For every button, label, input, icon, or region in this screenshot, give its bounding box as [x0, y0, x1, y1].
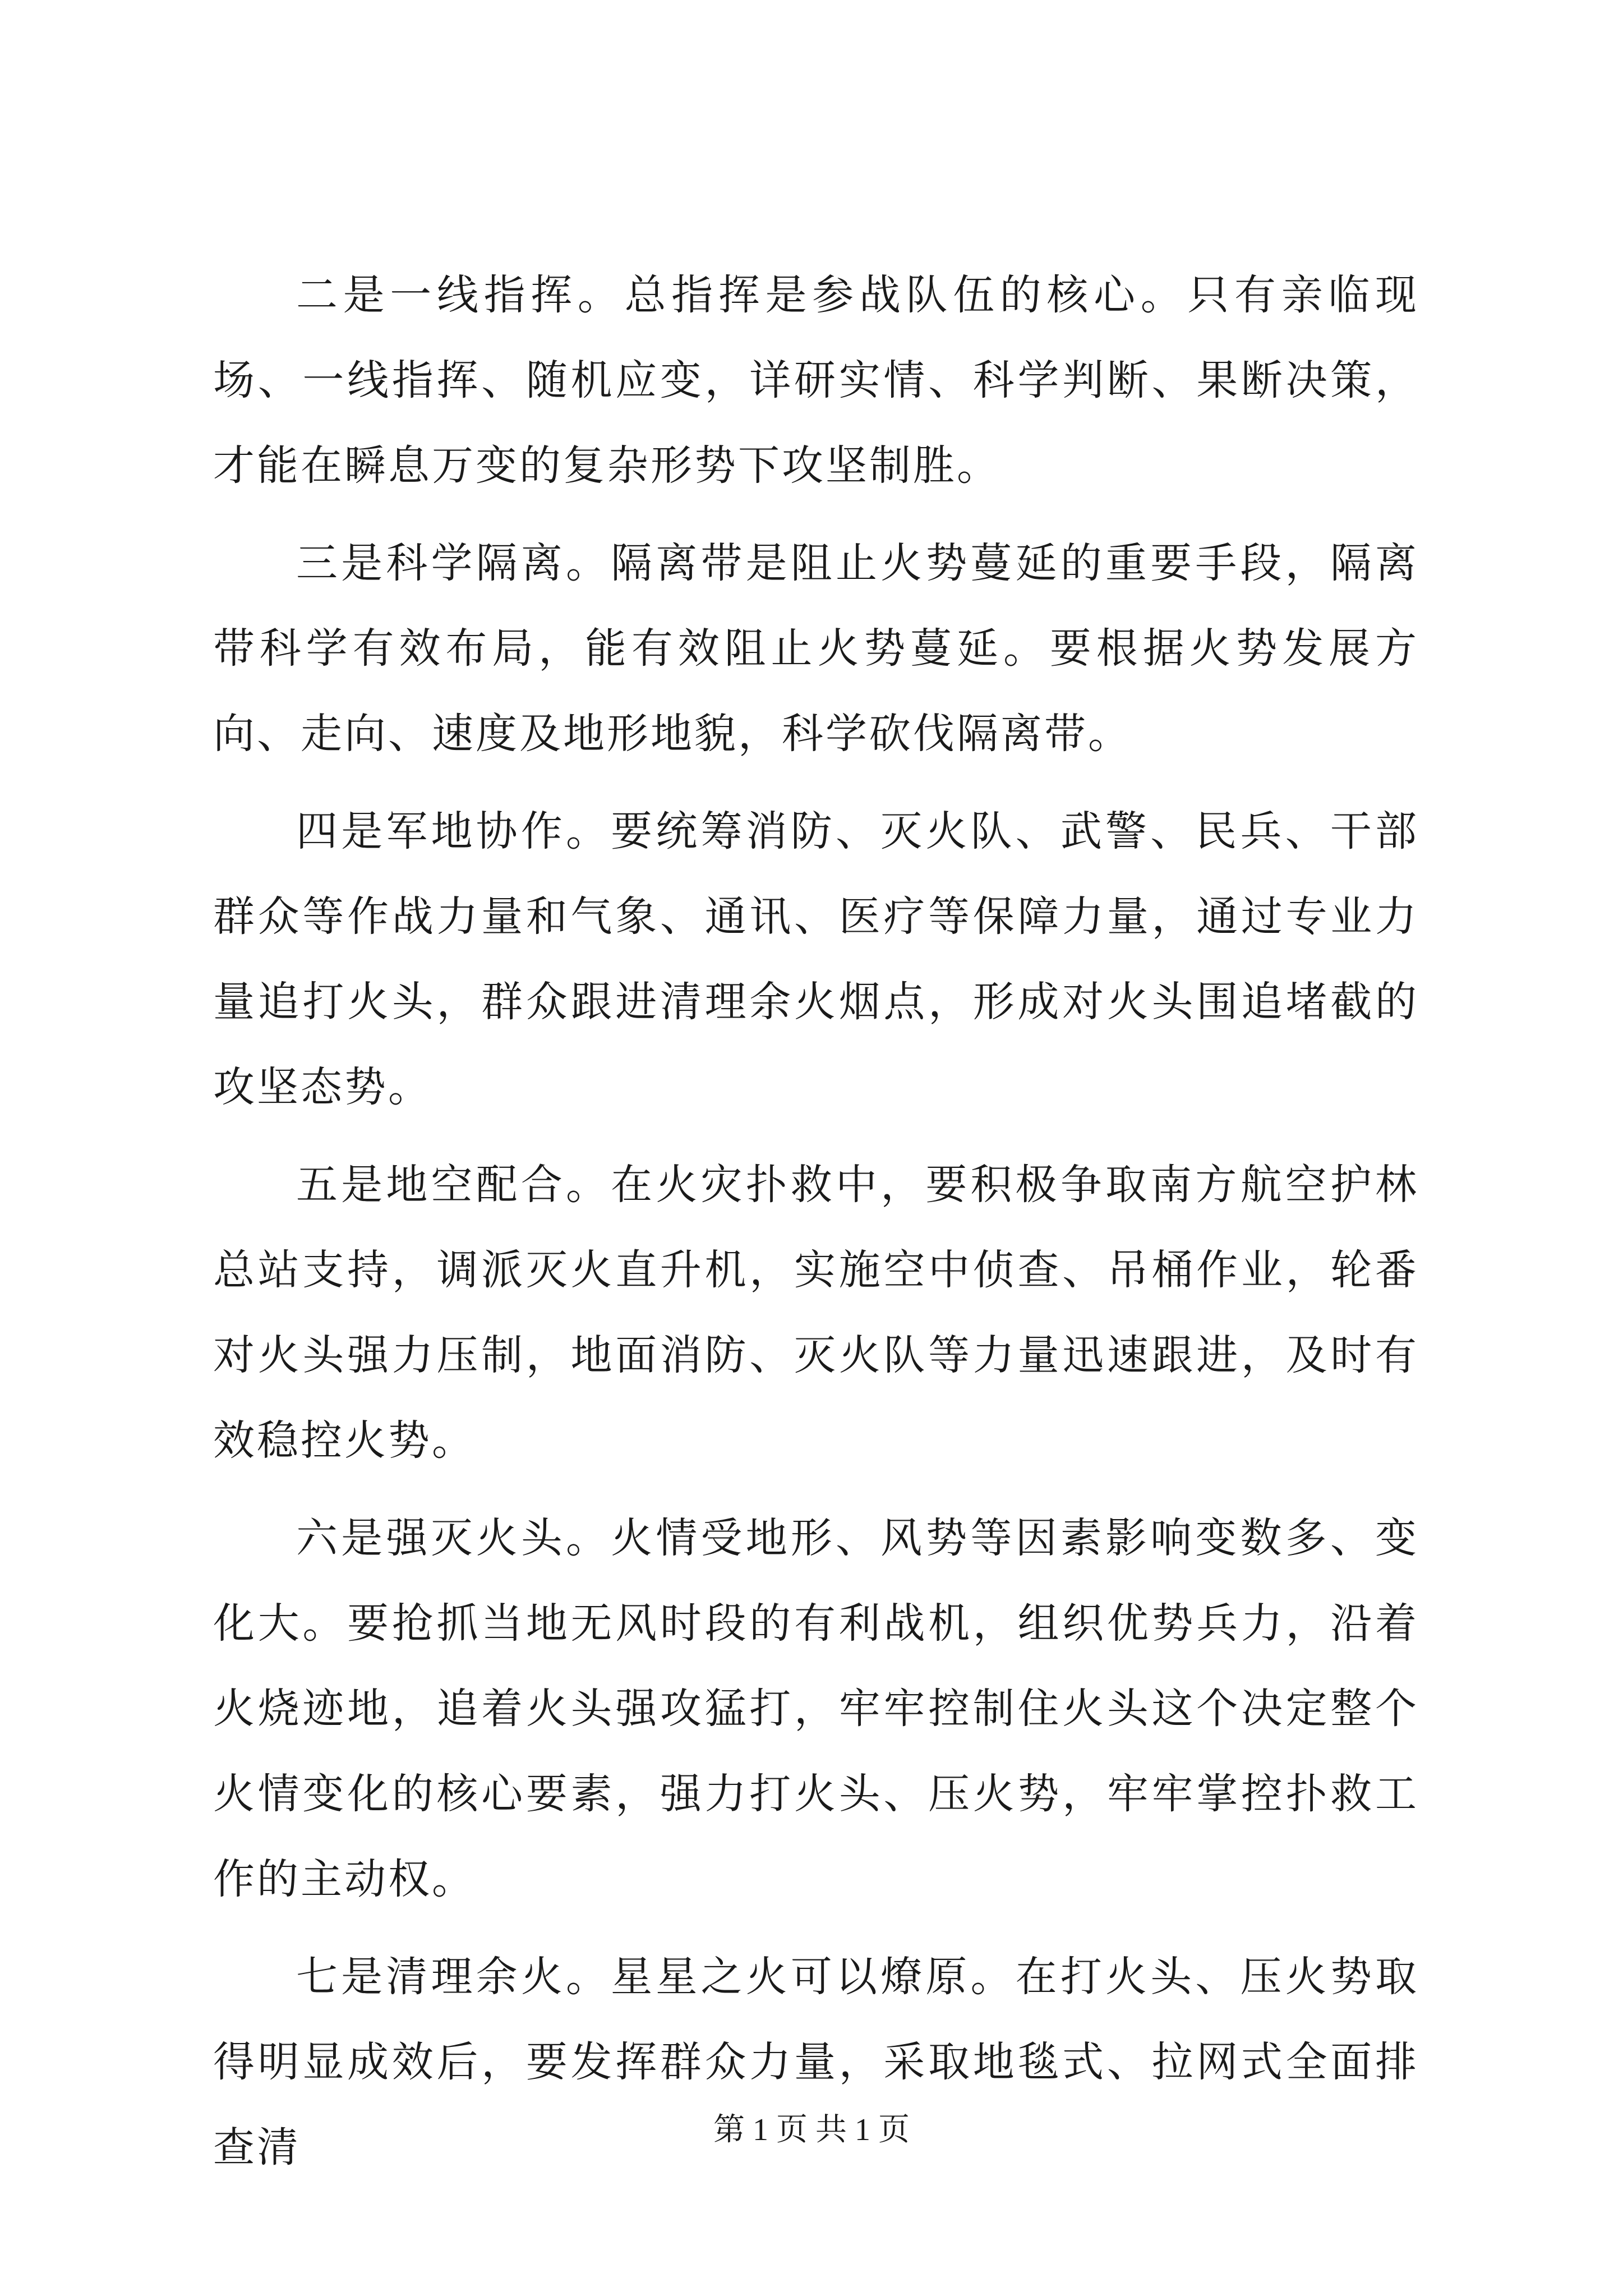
paragraph-air-ground-coordination: 五是地空配合。在火灾扑救中，要积极争取南方航空护林总站支持，调派灭火直升机，实施空中侦查、吊桶作业，轮番对火头强力压制，地面消防、灭火队等力量迅速跟进，及时有效稳控火势。 [213, 1161, 1419, 1465]
paragraph-extinguish-fire-head: 六是强灭火头。火情受地形、风势等因素影响变数多、变化大。要抢抓当地无风时段的有利战机，组织优势兵力，沿着火烧迹地，追着火头强攻猛打，牢牢控制住火头这个决定整个火情变化的核心要素，强力打火头、压火势，牢牢掌控扑救工作的主动权。 [213, 1514, 1419, 1903]
paragraph-frontline-command: 二是一线指挥。总指挥是参战队伍的核心。只有亲临现场、一线指挥、随机应变，详研实情、科学判断、果断决策，才能在瞬息万变的复杂形势下攻坚制胜。 [213, 271, 1419, 490]
page-footer: 第 1 页 共 1 页 [713, 2113, 910, 2147]
document-body [213, 252, 1419, 2202]
paragraph-military-civil-cooperation: 四是军地协作。要统筹消防、灭火队、武警、民兵、干部群众等作战力量和气象、通讯、医疗等保障力量，通过专业力量追打火头，群众跟进清理余火烟点，形成对火头围追堵截的攻坚态势。 [213, 807, 1419, 1111]
paragraph-firebreak-isolation: 三是科学隔离。隔离带是阻止火势蔓延的重要手段，隔离带科学有效布局，能有效阻止火势蔓延。要根据火势发展方向、走向、速度及地形地貌，科学砍伐隔离带。 [213, 539, 1419, 758]
paragraph-clear-residual-fire: 七是清理余火。星星之火可以燎原。在打火头、压火势取得明显成效后，要发挥群众力量，采取地毯式、拉网式全面排查清 [213, 1953, 1419, 2171]
